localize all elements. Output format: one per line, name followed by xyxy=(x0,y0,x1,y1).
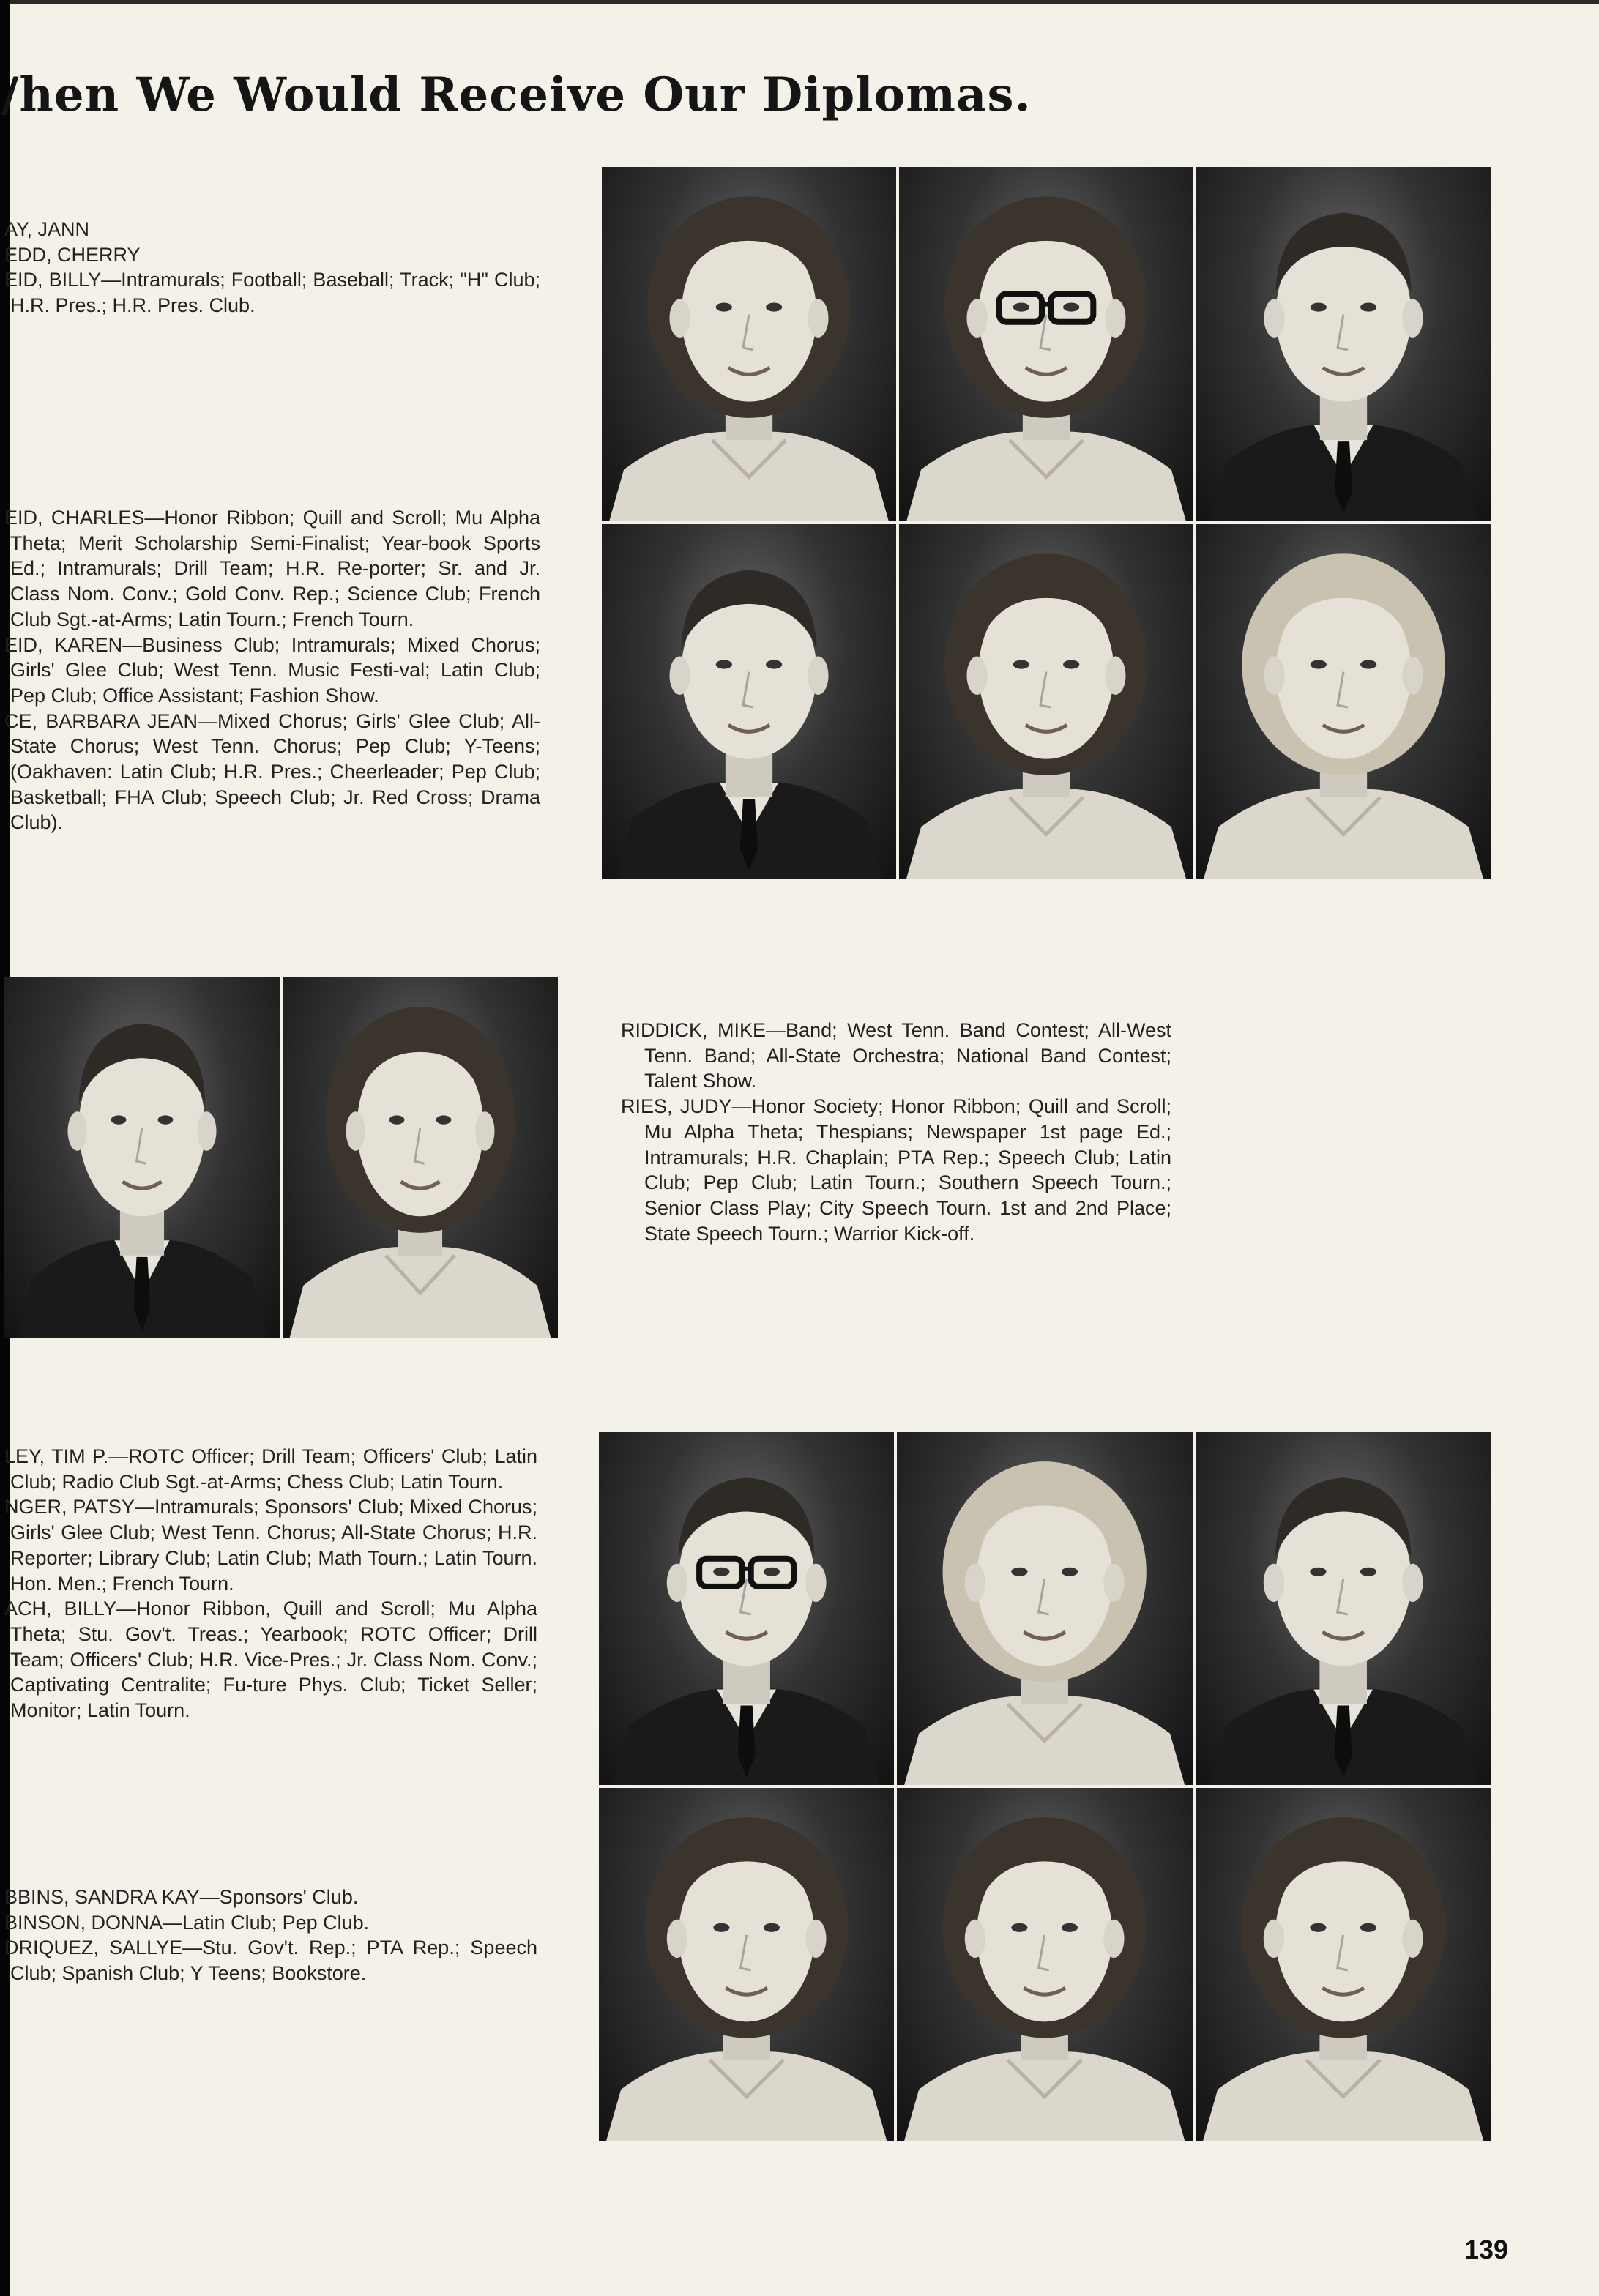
entry: EID, BILLY—Intramurals; Football; Baseball; Track; "H" Club; H.R. Pres.; H.R. Pres. Club. xyxy=(4,269,540,317)
page-number: 139 xyxy=(1464,2234,1509,2265)
portrait-photo xyxy=(897,1432,1192,1785)
portrait-grid-bottom xyxy=(599,1432,1491,2141)
portrait-grid-middle xyxy=(4,977,558,1338)
entry: EDD, CHERRY xyxy=(4,243,141,266)
portrait-photo xyxy=(602,167,896,521)
portrait-photo xyxy=(899,167,1193,521)
portrait-photo xyxy=(1196,524,1491,879)
entry: LEY, TIM P.—ROTC Officer; Drill Team; Officers' Club; Latin Club; Radio Club Sgt.-at-Arms; Chess Club; Latin Tourn. xyxy=(4,1445,537,1493)
entry: RIDDICK, MIKE—Band; West Tenn. Band Contest; All-West Tenn. Band; All-State Orchestra; National Band Contest; Talent Show. xyxy=(621,1019,1171,1092)
entry: NGER, PATSY—Intramurals; Sponsors' Club; Mixed Chorus; Girls' Glee Club; West Tenn. Chorus; All-State Chorus; H.R. Reporter; Library Club; Latin Club; Math Tourn.; Latin Tourn. Hon. Men.; French Tourn. xyxy=(4,1496,537,1595)
page-top-edge xyxy=(0,0,1599,4)
portrait-photo xyxy=(283,977,558,1338)
entries-block-top xyxy=(4,217,540,318)
portrait-photo xyxy=(1196,167,1491,521)
entries-block-bottom xyxy=(4,1885,537,1986)
entry: ACH, BILLY—Honor Ribbon, Quill and Scroll; Mu Alpha Theta; Stu. Gov't. Treas.; Yearbook; ROTC Officer; Drill Team; Officers' Club; H.R. Vice-Pres.; Jr. Class Nom. Conv.; Captivating Centralite; Fu-ture Phys. Club; Ticket Seller; Monitor; Latin Tourn. xyxy=(4,1598,537,1722)
portrait-photo xyxy=(599,1788,894,2141)
portrait-photo xyxy=(602,524,896,879)
entries-block-lower xyxy=(4,1444,537,1723)
entry: CE, BARBARA JEAN—Mixed Chorus; Girls' Glee Club; All-State Chorus; West Tenn. Chorus; Pep Club; Y-Teens; (Oakhaven: Latin Club; H.R. Pres.; Cheerleader; Pep Club; Basketball; FHA Club; Speech Club; Jr. Red Cross; Drama Club). xyxy=(4,709,540,834)
entry: EID, CHARLES—Honor Ribbon; Quill and Scroll; Mu Alpha Theta; Merit Scholarship Semi-Finalist; Year-book Sports Ed.; Intramurals; Drill Team; H.R. Re-porter; Sr. and Jr. Class Nom. Conv.; Gold Conv. Rep.; Science Club; French Club Sgt.-at-Arms; Latin Tourn.; French Tourn. xyxy=(4,507,540,630)
entry: DRIQUEZ, SALLYE—Stu. Gov't. Rep.; PTA Rep.; Speech Club; Spanish Club; Y Teens; Bookstore. xyxy=(4,1937,537,1985)
entry: BBINS, SANDRA KAY—Sponsors' Club. xyxy=(4,1886,359,1908)
page-title: /hen We Would Receive Our Diplomas. xyxy=(1,67,1032,122)
portrait-photo xyxy=(1196,1788,1491,2141)
portrait-photo xyxy=(897,1788,1192,2141)
entries-block-middle xyxy=(621,1018,1171,1246)
entry: RIES, JUDY—Honor Society; Honor Ribbon; Quill and Scroll; Mu Alpha Theta; Thespians; Newspaper 1st page Ed.; Intramurals; H.R. Chaplain; PTA Rep.; Speech Club; Latin Club; Pep Club; Latin Tourn.; Southern Speech Tourn.; Senior Class Play; City Speech Tourn. 1st and 2nd Place; State Speech Tourn.; Warrior Kick-off. xyxy=(621,1095,1171,1245)
portrait-photo xyxy=(1196,1432,1491,1785)
entry: BINSON, DONNA—Latin Club; Pep Club. xyxy=(4,1911,370,1934)
portrait-photo xyxy=(4,977,280,1338)
portrait-photo xyxy=(899,524,1193,879)
portrait-grid-top xyxy=(602,167,1491,879)
entry: EID, KAREN—Business Club; Intramurals; Mixed Chorus; Girls' Glee Club; West Tenn. Music Festi-val; Latin Club; Pep Club; Office Assistant; Fashion Show. xyxy=(4,633,540,707)
portrait-photo xyxy=(599,1432,894,1785)
entry: AY, JANN xyxy=(4,218,90,240)
entries-block-upper xyxy=(4,505,540,835)
